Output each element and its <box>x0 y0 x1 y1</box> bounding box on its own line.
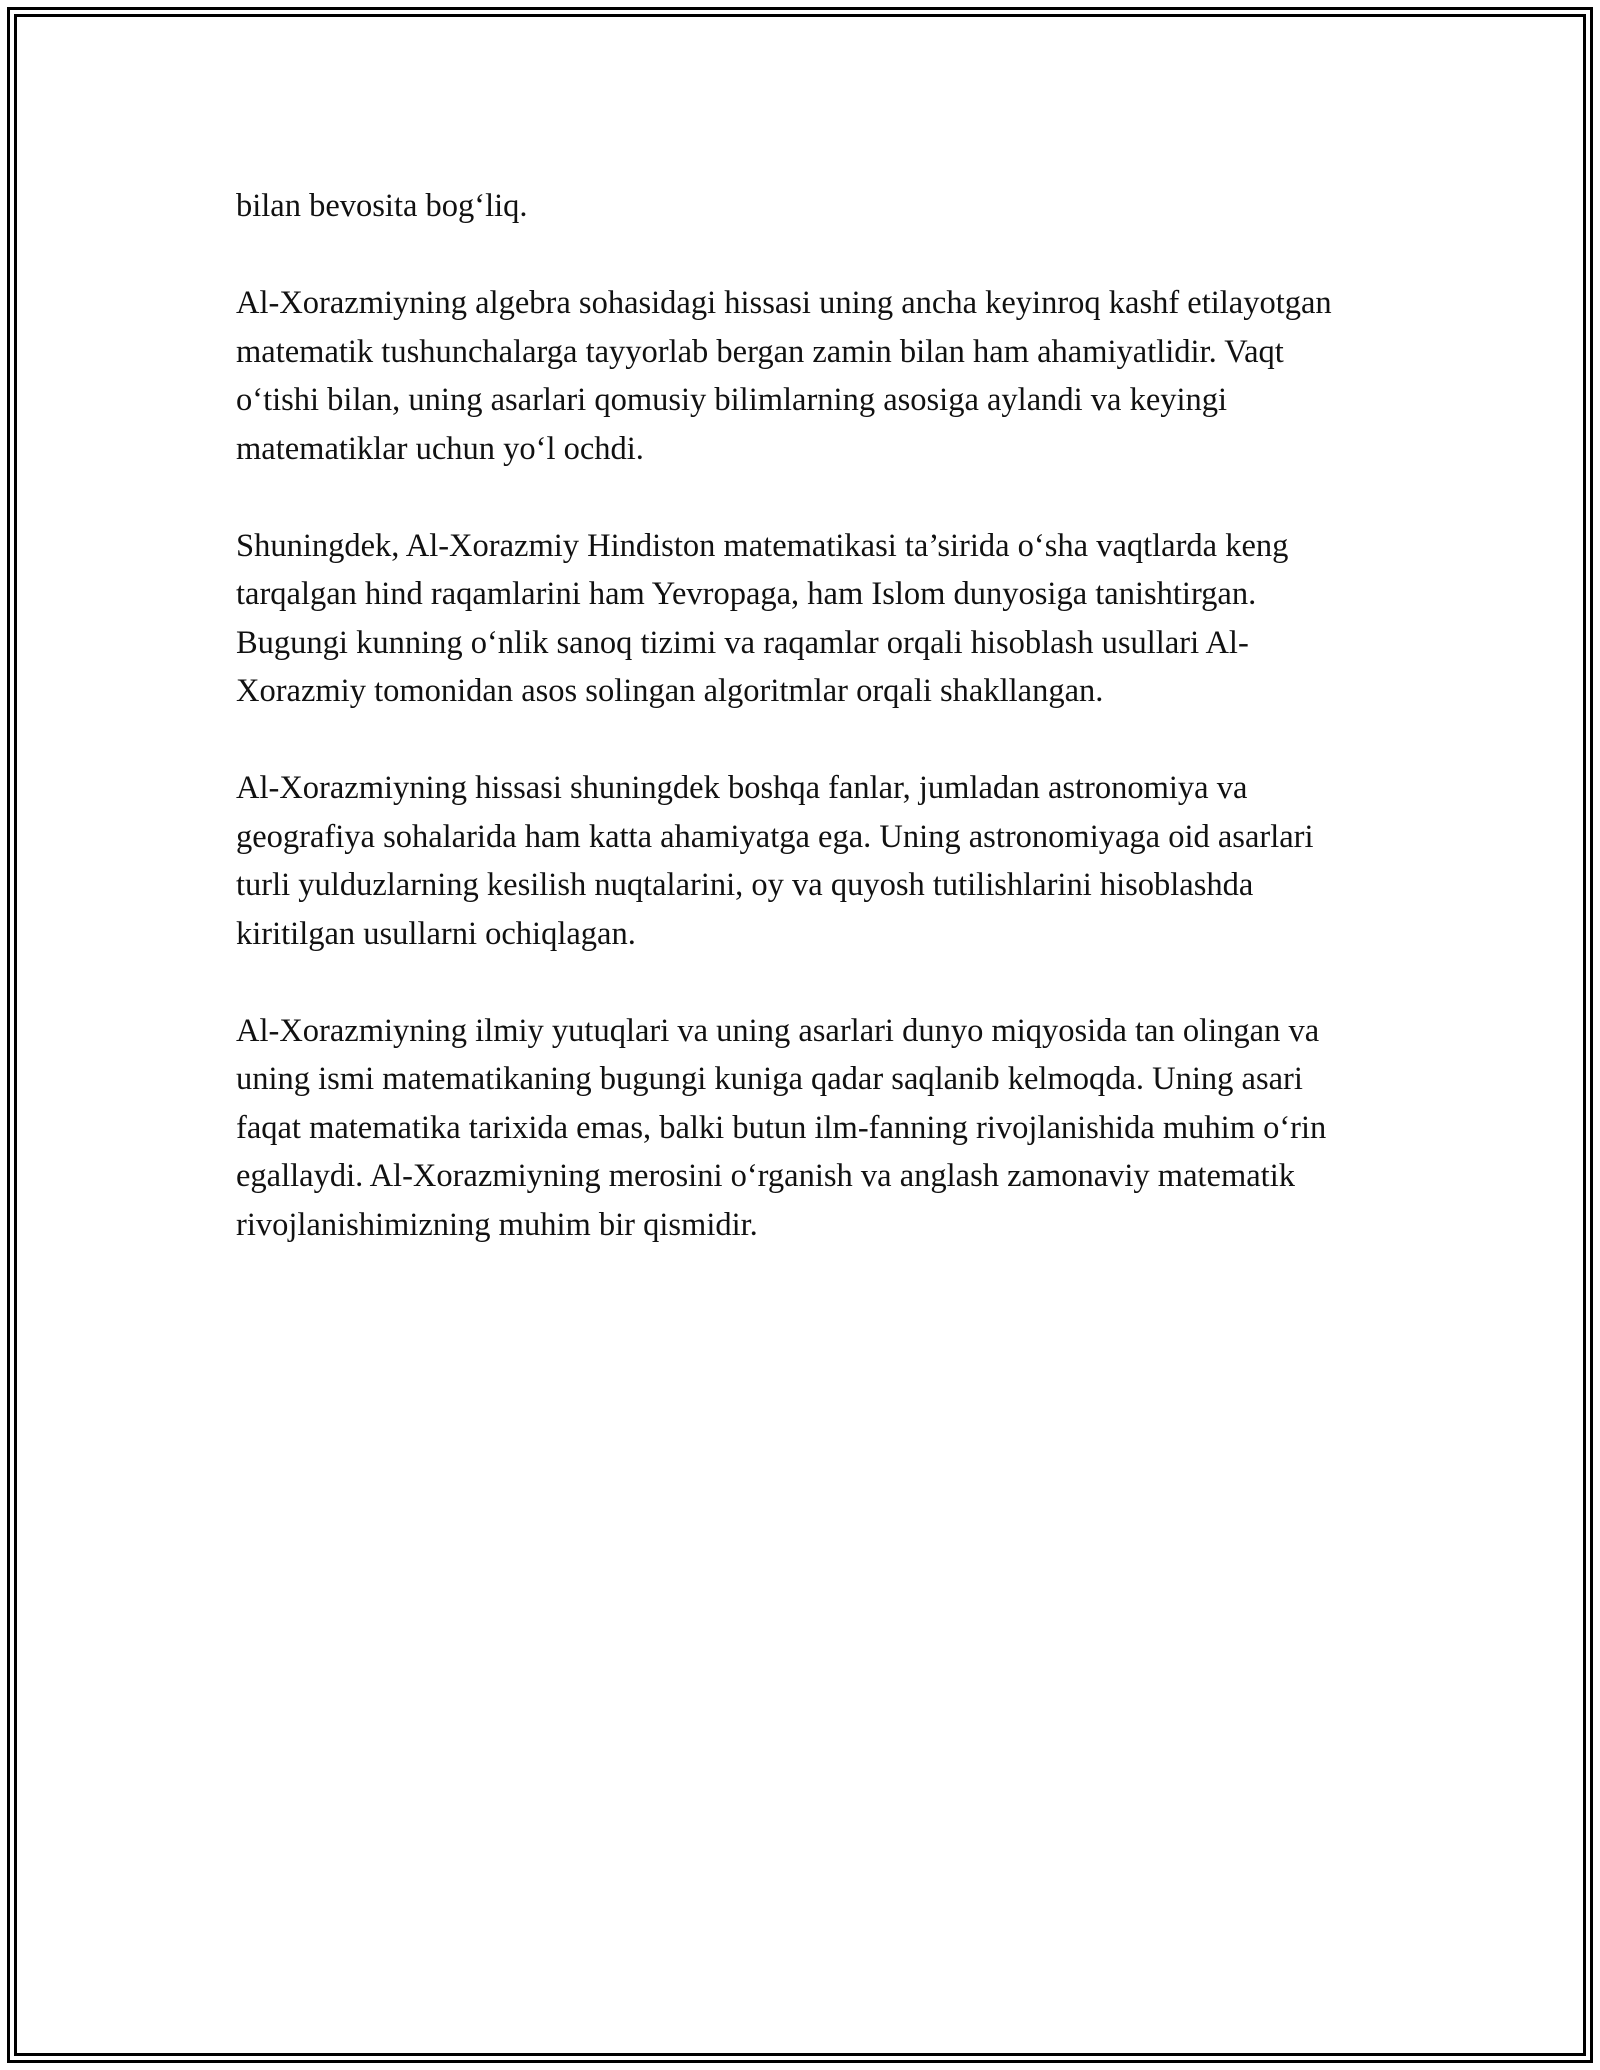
paragraph-astronomy-geography: Al-Xorazmiyning hissasi shuningdek boshqa fanlar, jumladan astronomiya va geografiya sohalarida ham katta ahamiyatga ega. Uning astronomiyaga oid asarlari turli yulduzlarning kesilish nuqtalarini, oy va quyosh tutilishlarini hisoblashda kiritilgan usullarni ochiqlagan. <box>236 770 1314 952</box>
paragraph-algebra-contribution: Al-Xorazmiyning algebra sohasidagi hissasi uning ancha keyinroq kashf etilayotgan matematik tushunchalarga tayyorlab bergan zamin bilan ham ahamiyatlidir. Vaqt o‘tishi bilan, uning asarlari qomusiy bilimlarning asosiga aylandi va keyingi matematiklar uchun yo‘l ochdi. <box>236 285 1332 467</box>
document-body <box>236 182 1366 1298</box>
paragraph-legacy: Al-Xorazmiyning ilmiy yutuqlari va uning asarlari dunyo miqyosida tan olingan va uning ismi matematikaning bugungi kuniga qadar saqlanib kelmoqda. Uning asari faqat matematika tarixida emas, balki butun ilm-fanning rivojlanishida muhim o‘rin egallaydi. Al-Xorazmiyning merosini o‘rganish va anglash zamonaviy matematik rivojlanishimizning muhim bir qismidir. <box>236 1012 1327 1243</box>
paragraph-hindu-numerals: Shuningdek, Al-Xorazmiy Hindiston matematikasi ta’sirida o‘sha vaqtlarda keng tarqalgan hind raqamlarini ham Yevropaga, ham Islom dunyosiga tanishtirgan. Bugungi kunning o‘nlik sanoq tizimi va raqamlar orqali hisoblash usullari Al-Xorazmiy tomonidan asos solingan algoritmlar orqali shakllangan. <box>236 527 1289 709</box>
paragraph-continuation: bilan bevosita bog‘liq. <box>236 188 528 224</box>
